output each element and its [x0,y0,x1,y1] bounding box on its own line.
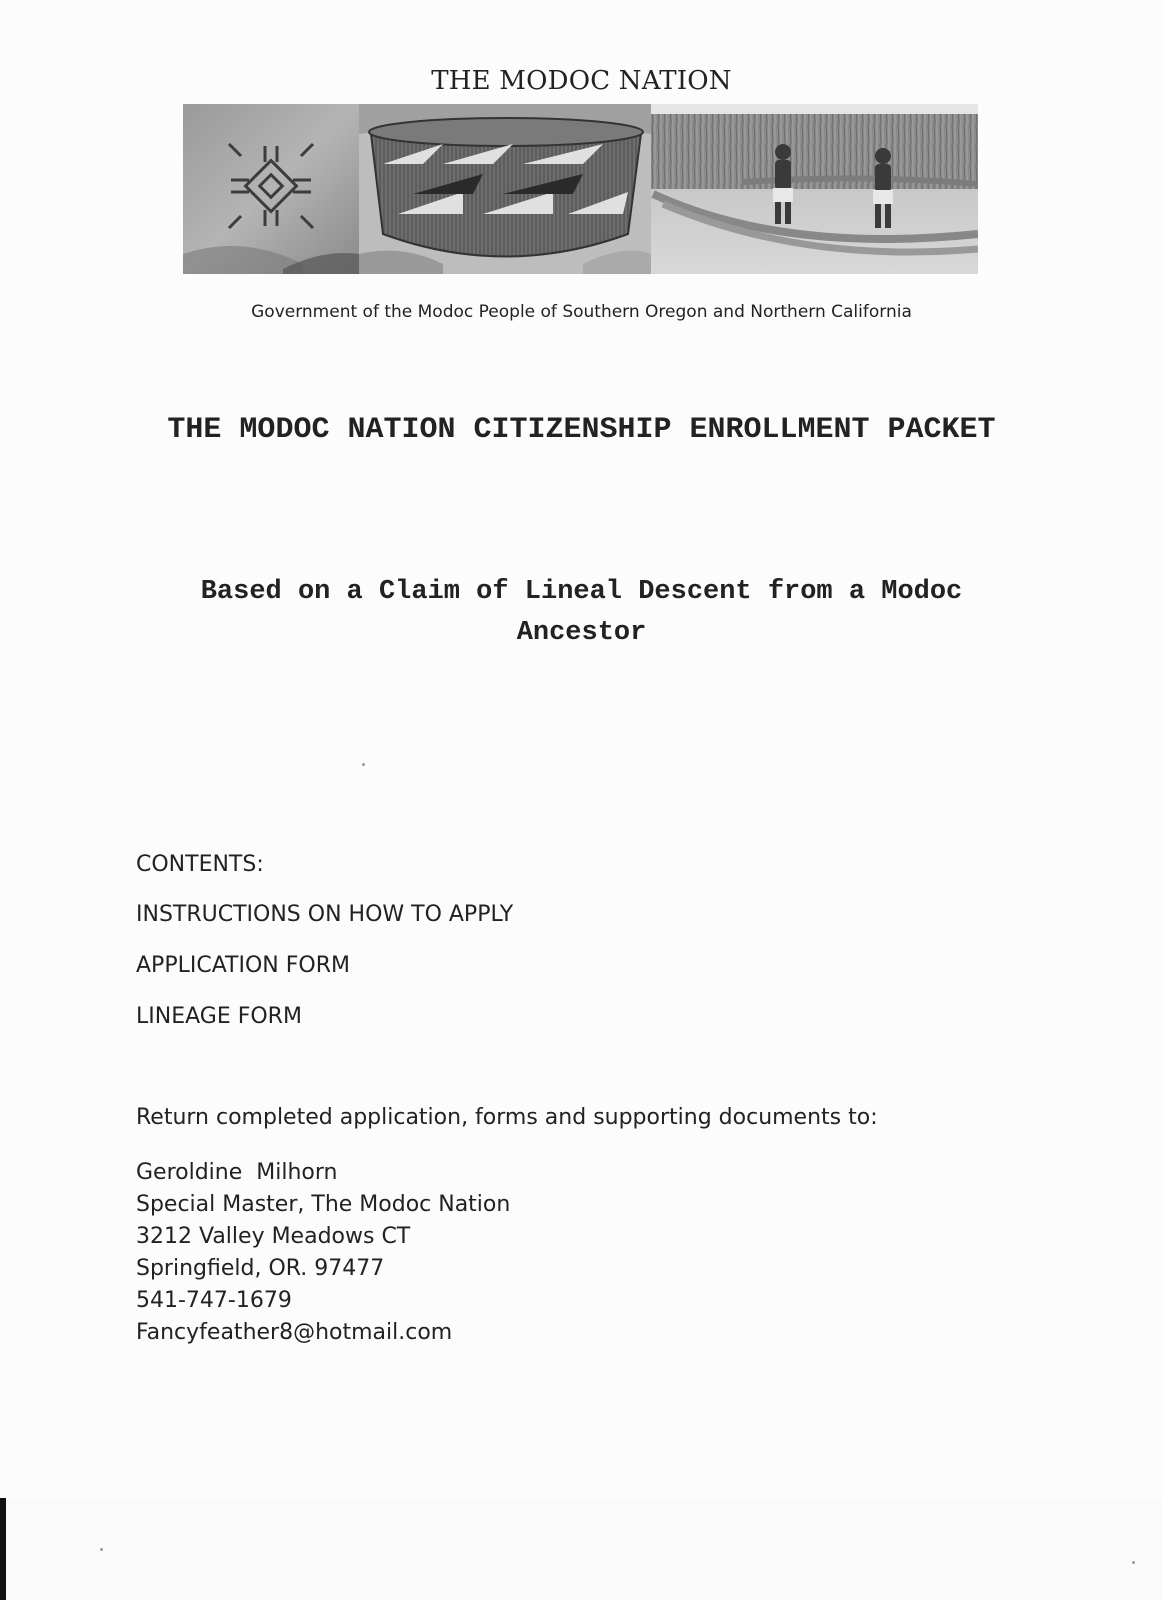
rock-petroglyph-image [183,104,359,274]
scan-edge [0,1498,6,1600]
email-address: Fancyfeather8@hotmail.com [136,1320,453,1345]
contents-item-application-form: APPLICATION FORM [136,953,350,978]
mailing-address [136,1157,510,1349]
nation-title: THE MODOC NATION [431,66,732,96]
packet-title: THE MODOC NATION CITIZENSHIP ENROLLMENT PACKET [167,413,996,447]
return-instruction: Return completed application, forms and supporting documents to: [136,1105,878,1130]
city-state-zip: Springfield, OR. 97477 [136,1256,385,1281]
street-address: 3212 Valley Meadows CT [136,1224,411,1249]
contents-list [136,902,513,1055]
header-banner [183,104,978,274]
phone-number: 541-747-1679 [136,1288,292,1313]
government-subtitle: Government of the Modoc People of Southern Oregon and Northern California [251,302,912,322]
contact-role: Special Master, The Modoc Nation [136,1192,511,1217]
contents-item-lineage-form: LINEAGE FORM [136,1004,302,1029]
tule-gatherers-photo [651,104,978,274]
scan-speck [1132,1561,1135,1564]
contents-item-instructions: INSTRUCTIONS ON HOW TO APPLY [136,902,514,927]
contact-name: Geroldine Milhorn [136,1160,338,1185]
woven-basket-image [359,104,651,274]
lineal-descent-claim: Based on a Claim of Lineal Descent from a Modoc Ancestor [200,577,963,648]
scan-speck [100,1548,103,1551]
scan-speck [362,763,365,766]
scan-margin [0,1500,1163,1600]
contents-heading: CONTENTS: [136,852,264,877]
